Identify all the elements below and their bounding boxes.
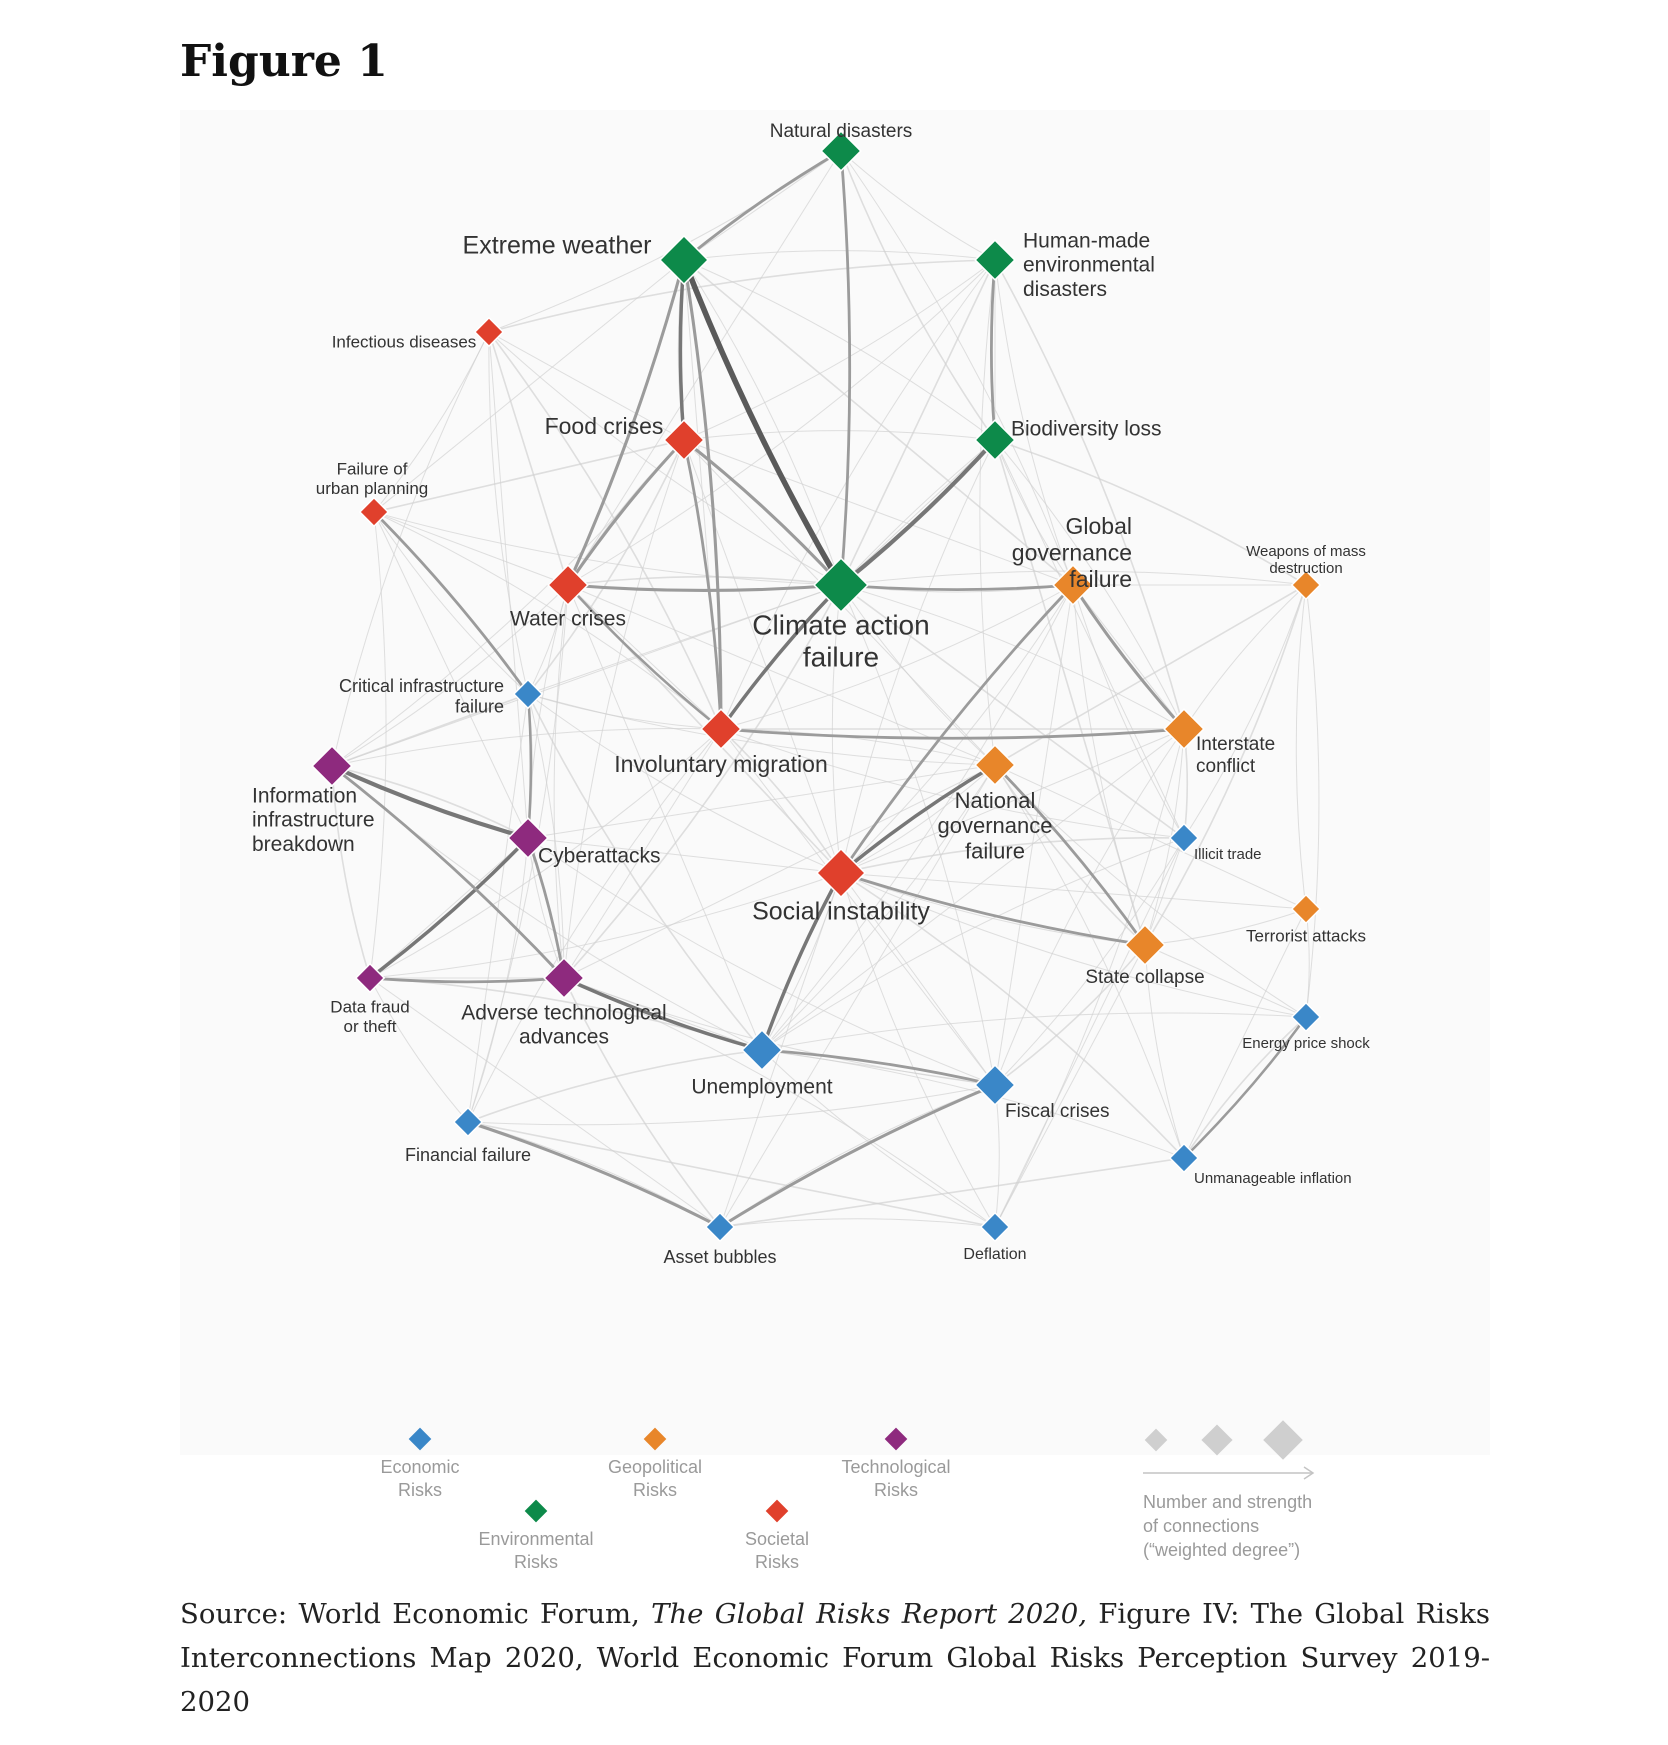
risk-node-label: Adverse technological [461, 1001, 667, 1025]
legend-label: Societal [744, 1529, 810, 1549]
legend-label: Environmental [478, 1529, 594, 1549]
risk-node-label: failure [454, 696, 504, 717]
risk-node-label: environmental [1023, 253, 1155, 277]
legend-swatch-icon [766, 1500, 789, 1523]
size-marker-icon [1201, 1424, 1232, 1455]
legend-size-label: Number and strength [1143, 1492, 1313, 1512]
risk-node-label: Social instability [752, 897, 930, 926]
risk-node-label: Weapons of mass [1246, 542, 1366, 560]
risk-node-label: Critical infrastructure [338, 675, 504, 696]
legend-environmental [478, 1500, 593, 1572]
legend-size-scale [1143, 1420, 1313, 1560]
source-note [180, 1592, 1490, 1724]
risk-node-label: Energy price shock [1242, 1034, 1370, 1052]
legend-economic [380, 1428, 459, 1500]
size-marker-icon [1145, 1429, 1168, 1452]
risk-node-label: Financial failure [404, 1144, 532, 1165]
risk-node-label: breakdown [252, 832, 355, 856]
risk-node-label: destruction [1269, 560, 1343, 578]
risk-node-label: Involuntary migration [614, 751, 828, 778]
risk-node-label: Human-made [1023, 229, 1151, 253]
risk-node-label: Failure of [336, 459, 408, 479]
legend-societal [745, 1500, 809, 1572]
size-marker-icon [1263, 1420, 1303, 1460]
risk-node-label: failure [802, 641, 880, 673]
legend-label: Economic [380, 1457, 460, 1477]
risk-node-label: Deflation [963, 1246, 1027, 1264]
legend-label: Technological [841, 1457, 951, 1477]
legend-label: Risks [755, 1552, 799, 1572]
risk-node-label: failure [1069, 565, 1132, 592]
risk-node-label: or theft [343, 1017, 397, 1037]
legend-size-label: (“weighted degree”) [1143, 1540, 1301, 1560]
risk-node-label: Natural disasters [769, 121, 913, 143]
source-prefix: Source: World Economic Forum, [180, 1598, 652, 1630]
risk-node-label: failure [965, 838, 1025, 864]
risk-node-label: infrastructure [252, 808, 375, 832]
source-report-title: The Global Risks Report 2020, [651, 1598, 1088, 1630]
risk-node-label: Extreme weather [462, 231, 652, 260]
risk-node-label: Interstate [1196, 734, 1276, 756]
risk-node-label: State collapse [1085, 967, 1205, 989]
legend-label: Geopolitical [607, 1457, 703, 1477]
risk-node-label: Information [252, 784, 358, 808]
legend-swatch-icon [885, 1428, 908, 1451]
risk-node-label: Food crises [544, 413, 664, 440]
risk-node-label: Illicit trade [1194, 845, 1262, 863]
risk-node-label: advances [519, 1025, 609, 1049]
risk-node-label: Unemployment [691, 1075, 833, 1099]
legend-label: Risks [398, 1480, 442, 1500]
risk-node-label: Climate action [752, 609, 930, 641]
legend-size-label: of connections [1143, 1516, 1260, 1536]
risk-node-label: National [954, 787, 1036, 813]
risk-node-label: Fiscal crises [1005, 1101, 1110, 1123]
legend-label: Risks [514, 1552, 558, 1572]
risk-node-label: Unmanageable inflation [1194, 1169, 1352, 1187]
legend-geopolitical [608, 1428, 702, 1500]
legend-swatch-icon [409, 1428, 432, 1451]
legend-technological [841, 1428, 950, 1500]
legend-swatch-icon [525, 1500, 548, 1523]
risk-node-label: Infectious diseases [331, 332, 477, 352]
legend-label: Risks [874, 1480, 918, 1500]
risk-node-label: Asset bubbles [663, 1246, 777, 1267]
risk-node-label: Global [1065, 513, 1132, 540]
risk-node-label: urban planning [315, 479, 429, 499]
risk-node-label: Cyberattacks [538, 844, 661, 868]
legend-swatch-icon [644, 1428, 667, 1451]
legend-label: Risks [633, 1480, 677, 1500]
risk-node-label: governance [1011, 539, 1132, 566]
risk-node-label: Water crises [510, 607, 626, 631]
risk-node-label: Terrorist attacks [1246, 926, 1366, 946]
source-suffix: Figure IV: The Global Risks Interconnections Map 2020, World Economic Forum Global Risks Perception Survey 2019-2020 [180, 1598, 1490, 1718]
risk-node-label: Data fraud [330, 997, 410, 1017]
risk-node-label: conflict [1196, 755, 1256, 777]
figure-title: Figure 1 [180, 36, 388, 87]
risk-node-label: Biodiversity loss [1011, 417, 1162, 441]
risk-node-label: disasters [1023, 277, 1108, 301]
risk-node-label: governance [937, 813, 1053, 839]
